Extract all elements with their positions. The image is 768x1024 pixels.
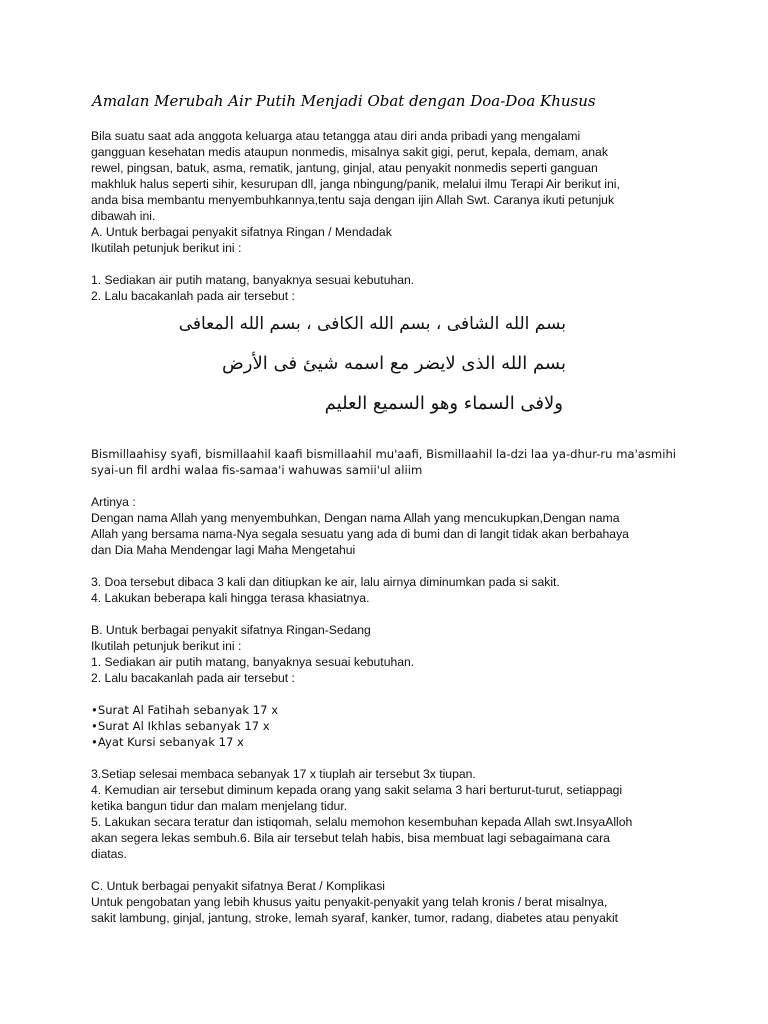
step-line: 2. Lalu bacakanlah pada air tersebut :: [91, 289, 295, 303]
meaning-line: Allah yang bersama nama-Nya segala sesuatu yang ada di bumi dan di langit tidak akan berbahaya: [91, 527, 629, 541]
bullet-item: •Surat Al Ikhlas sebanyak 17 x: [91, 719, 270, 733]
transliteration-line: Bismillaahisy syafi, bismillaahil kaafi bismillaahil mu'aafi, Bismillaahil la-dzi laa ya-dhur-ru ma'asmihi: [91, 447, 677, 461]
section-b-follow: Ikutilah petunjuk berikut ini :: [91, 639, 242, 653]
step-line: 1. Sediakan air putih matang, banyaknya sesuai kebutuhan.: [91, 273, 415, 287]
intro-line: rewel, pingsan, batuk, asma, rematik, jantung, ginjal, atau penyakit nonmedis seperti ganguan: [91, 161, 598, 175]
intro-line: gangguan kesehatan medis ataupun nonmedis, misalnya sakit gigi, perut, kepala, demam, anak: [91, 145, 608, 159]
step-line: akan segera lekas sembuh.6. Bila air tersebut telah habis, bisa membuat lagi sebagaimana cara: [91, 831, 610, 845]
artinya-label: Artinya :: [91, 495, 136, 509]
section-b-heading: B. Untuk berbagai penyakit sifatnya Ringan-Sedang: [91, 623, 371, 637]
step-line: 5. Lakukan secara teratur dan istiqomah, selalu memohon kesembuhan kepada Allah swt.InsyaAlloh: [91, 815, 633, 829]
step-line: 3.Setiap selesai membaca sebanyak 17 x tiuplah air tersebut 3x tiupan.: [91, 767, 476, 781]
section-c-heading: C. Untuk berbagai penyakit sifatnya Berat / Komplikasi: [91, 879, 385, 893]
step-line: 4. Kemudian air tersebut diminum kepada orang yang sakit selama 3 hari berturut-turut, setiappagi: [91, 783, 623, 797]
intro-line: makhluk halus seperti sihir, kesurupan dll, janga nbingung/panik, melalui ilmu Terapi Air berikut ini,: [91, 177, 620, 191]
section-c-line: sakit lambung, ginjal, jantung, stroke, lemah syaraf, kanker, tumor, radang, diabetes atau penyakit: [91, 911, 619, 925]
intro-line: dibawah ini.: [91, 209, 156, 223]
transliteration-line: syai-un fil ardhi walaa fis-samaa'i wahuwas samii'ul aliim: [91, 463, 423, 477]
step-line: diatas.: [91, 847, 127, 861]
intro-paragraph: [91, 128, 721, 224]
section-a-heading: A. Untuk berbagai penyakit sifatnya Ringan / Mendadak: [91, 225, 392, 239]
section-c-line: Untuk pengobatan yang lebih khusus yaitu penyakit-penyakit yang telah kronis / berat misalnya,: [91, 895, 608, 909]
document-body: [91, 128, 721, 926]
step-line: 2. Lalu bacakanlah pada air tersebut :: [91, 671, 295, 685]
bullet-item: •Ayat Kursi sebanyak 17 x: [91, 735, 244, 749]
section-a-follow: Ikutilah petunjuk berikut ini :: [91, 241, 242, 255]
section-a: [91, 224, 721, 606]
arabic-line: بسم الله الذى لايضر مع اسمه شيئ فى الأرض: [222, 353, 566, 374]
arabic-line: بسم الله الشافى ، بسم الله الكافى ، بسم الله المعافى: [178, 314, 566, 334]
step-line: 4. Lakukan beberapa kali hingga terasa khasiatnya.: [91, 591, 370, 605]
meaning-line: Dengan nama Allah yang menyembuhkan, Dengan nama Allah yang mencukupkan,Dengan nama: [91, 511, 620, 525]
step-line: 3. Doa tersebut dibaca 3 kali dan ditiupkan ke air, lalu airnya diminumkan pada si sakit.: [91, 575, 560, 589]
bullet-item: •Surat Al Fatihah sebanyak 17 x: [91, 703, 279, 717]
document-title: Amalan Merubah Air Putih Menjadi Obat dengan Doa-Doa Khusus: [92, 92, 596, 110]
arabic-prayer: [91, 310, 721, 436]
step-line: 1. Sediakan air putih matang, banyaknya sesuai kebutuhan.: [91, 655, 415, 669]
section-c: [91, 878, 721, 926]
meaning-line: dan Dia Maha Mendengar lagi Maha Mengetahui: [91, 543, 356, 557]
step-line: ketika bangun tidur dan malam menjelang tidur.: [91, 799, 348, 813]
intro-line: anda bisa membantu menyembuhkannya,tentu saja dengan ijin Allah Swt. Caranya ikuti petunjuk: [91, 193, 615, 207]
intro-line: Bila suatu saat ada anggota keluarga atau tetangga atau diri anda pribadi yang mengalami: [91, 129, 581, 143]
section-b: [91, 622, 721, 862]
arabic-line: ولافى السماء وهو السميع العليم: [324, 393, 563, 414]
